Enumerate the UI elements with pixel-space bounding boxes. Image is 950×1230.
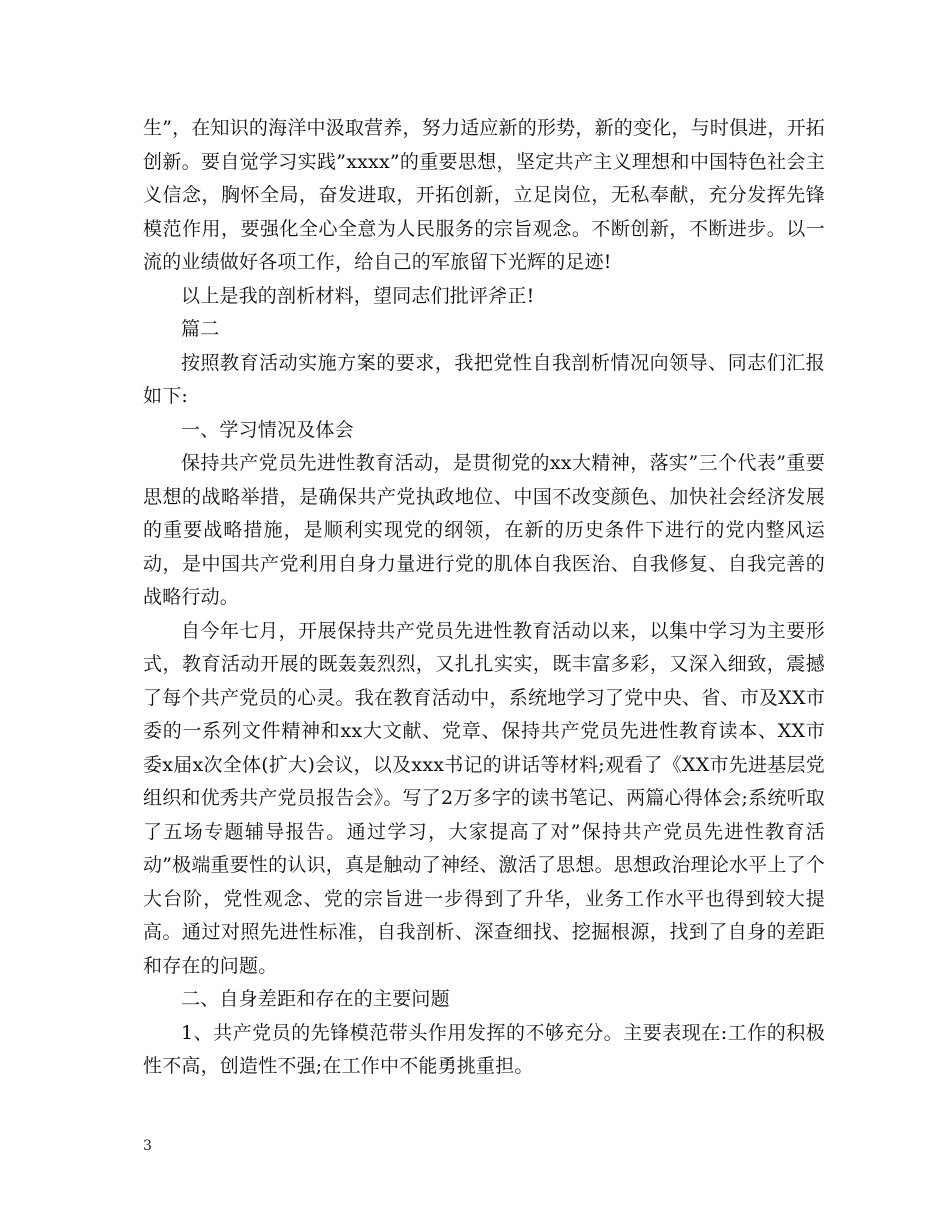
paragraph-9: 1、共产党员的先锋模范带头作用发挥的不够充分。主要表现在:工作的积极性不高，创造性不强;在工作中不能勇挑重担。 (143, 1021, 825, 1077)
section-heading-part-two: 篇二 (181, 318, 220, 340)
section-heading-2: 二、自身差距和存在的主要问题 (181, 988, 450, 1010)
page-number: 3 (143, 1138, 152, 1154)
paragraph-1: 生”，在知识的海洋中汲取营养，努力适应新的形势，新的变化，与时俱进，开拓创新。要自觉学习实践”xxxx”的重要思想，坚定共产主义理想和中国特色社会主义信念，胸怀全局，奋发进取，开拓创新，立足岗位，无私奉献，充分发挥先锋模范作用，要强化全心全意为人民服务的宗旨观念。不断创新，不断进步。以一流的业绩做好各项工作，给自己的军旅留下光辉的足迹! (143, 117, 825, 273)
paragraph-6: 保持共产党员先进性教育活动，是贯彻党的xx大精神，落实”三个代表”重要思想的战略举措，是确保共产党执政地位、中国不改变颜色、加快社会经济发展的重要战略措施，是顺利实现党的纲领，在新的历史条件下进行的党内整风运动，是中国共产党利用自身力量进行党的肌体自我医治、自我修复、自我完善的战略行动。 (143, 452, 825, 608)
paragraph-7: 自今年七月，开展保持共产党员先进性教育活动以来，以集中学习为主要形式，教育活动开展的既轰轰烈烈，又扎扎实实，既丰富多彩，又深入细致，震撼了每个共产党员的心灵。我在教育活动中，系统地学习了党中央、省、市及XX市委的一系列文件精神和xx大文献、党章、保持共产党员先进性教育读本、XX市委x届x次全体(扩大)会议，以及xxx书记的讲话等材料;观看了《XX市先进基层党组织和优秀共产党员报告会》。写了2万多字的读书笔记、两篇心得体会;系统听取了五场专题辅导报告。通过学习，大家提高了对”保持共产党员先进性教育活动”极端重要性的认识，真是触动了神经、激活了思想。思想政治理论水平上了个大台阶，党性观念、党的宗旨进一步得到了升华，业务工作水平也得到较大提高。通过对照先进性标准，自我剖析、深查细找、挖掘根源，找到了自身的差距和存在的问题。 (143, 619, 825, 977)
paragraph-4: 按照教育活动实施方案的要求，我把党性自我剖析情况向领导、同志们汇报如下: (143, 351, 825, 407)
section-heading-1: 一、学习情况及体会 (181, 418, 354, 441)
paragraph-2: 以上是我的剖析材料，望同志们批评斧正! (181, 284, 535, 307)
document-body (143, 112, 825, 1084)
